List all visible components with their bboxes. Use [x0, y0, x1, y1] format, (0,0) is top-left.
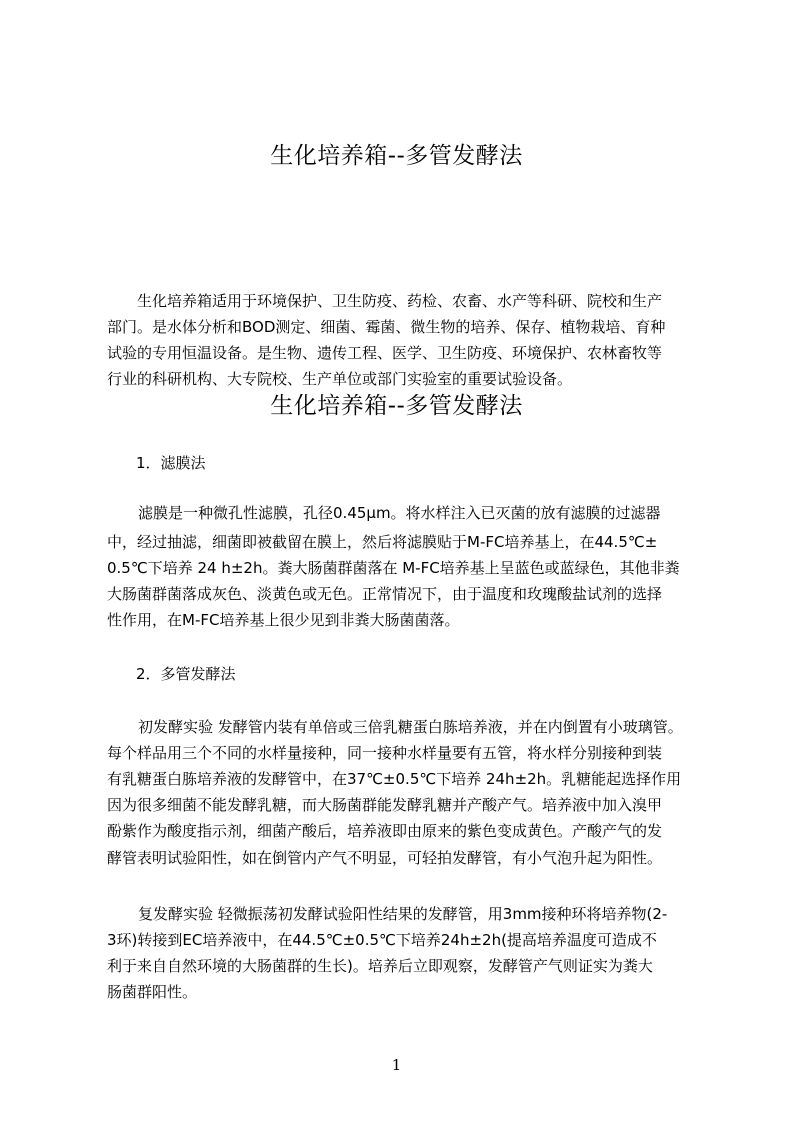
document-title: 生化培养箱--多管发酵法	[270, 143, 523, 169]
section1-line: 滤膜是一种微孔性滤膜，孔径0.45μm。将水样注入已灭菌的放有滤膜的过滤器	[138, 504, 661, 522]
section2-para1-line: 酵管表明试验阳性，如在倒管内产气不明显，可轻拍发酵管，有小气泡升起为阳性。	[107, 849, 663, 867]
section2-para2-line: 肠菌群阳性。	[107, 983, 198, 1001]
section2-para2-line: 3环)转接到EC培养液中，在44.5℃±0.5℃下培养24h±2h(提高培养温度可造成不	[107, 931, 657, 949]
intro-line: 试验的专用恒温设备。是生物、遗传工程、医学、卫生防疫、环境保护、农林畜牧等	[107, 344, 663, 362]
section1-line: 性作用，在M-FC培养基上很少见到非粪大肠菌菌落。	[107, 611, 460, 629]
section2-para2-line: 利于来自自然环境的大肠菌群的生长)。培养后立即观察，发酵管产气则证实为粪大	[107, 957, 653, 975]
intro-line: 生化培养箱适用于环境保护、卫生防疫、药检、农畜、水产等科研、院校和生产	[137, 292, 663, 310]
section2-para1-line: 有乳糖蛋白胨培养液的发酵管中，在37℃±0.5℃下培养 24h±2h。乳糖能起选择作用	[107, 770, 682, 788]
section2-para1-line: 每个样品用三个不同的水样量接种，同一接种水样量要有五管，将水样分别接种到装	[107, 744, 663, 762]
section1-line: 中，经过抽滤，细菌即被截留在膜上，然后将滤膜贴于M-FC培养基上，在44.5℃±	[107, 533, 658, 551]
intro-line: 部门。是水体分析和BOD测定、细菌、霉菌、微生物的培养、保存、植物栽培、育种	[107, 318, 666, 336]
section2-para1-line: 因为很多细菌不能发酵乳糖，而大肠菌群能发酵乳糖并产酸产气。培养液中加入溴甲	[107, 796, 663, 814]
section-heading-filter-membrane: 1．滤膜法	[136, 454, 206, 472]
section1-line: 0.5℃下培养 24 h±2h。粪大肠菌群菌落在 M-FC培养基上呈蓝色或蓝绿色，其他非粪	[107, 559, 680, 577]
section-title: 生化培养箱--多管发酵法	[270, 393, 523, 419]
intro-line: 行业的科研机构、大专院校、生产单位或部门实验室的重要试验设备。	[107, 370, 573, 388]
section1-line: 大肠菌群菌落成灰色、淡黄色或无色。正常情况下，由于温度和玫瑰酸盐试剂的选择	[107, 585, 663, 603]
section2-para1-line: 酚紫作为酸度指示剂，细菌产酸后，培养液即由原来的紫色变成黄色。产酸产气的发	[107, 822, 663, 840]
section2-para2-line: 复发酵实验 轻微振荡初发酵试验阳性结果的发酵管，用3mm接种环将培养物(2-	[138, 905, 668, 923]
page-number: 1	[391, 1056, 402, 1074]
section-heading-multi-tube: 2．多管发酵法	[136, 665, 236, 683]
section2-para1-line: 初发酵实验 发酵管内装有单倍或三倍乳糖蛋白胨培养液，并在内倒置有小玻璃管。	[138, 718, 683, 736]
